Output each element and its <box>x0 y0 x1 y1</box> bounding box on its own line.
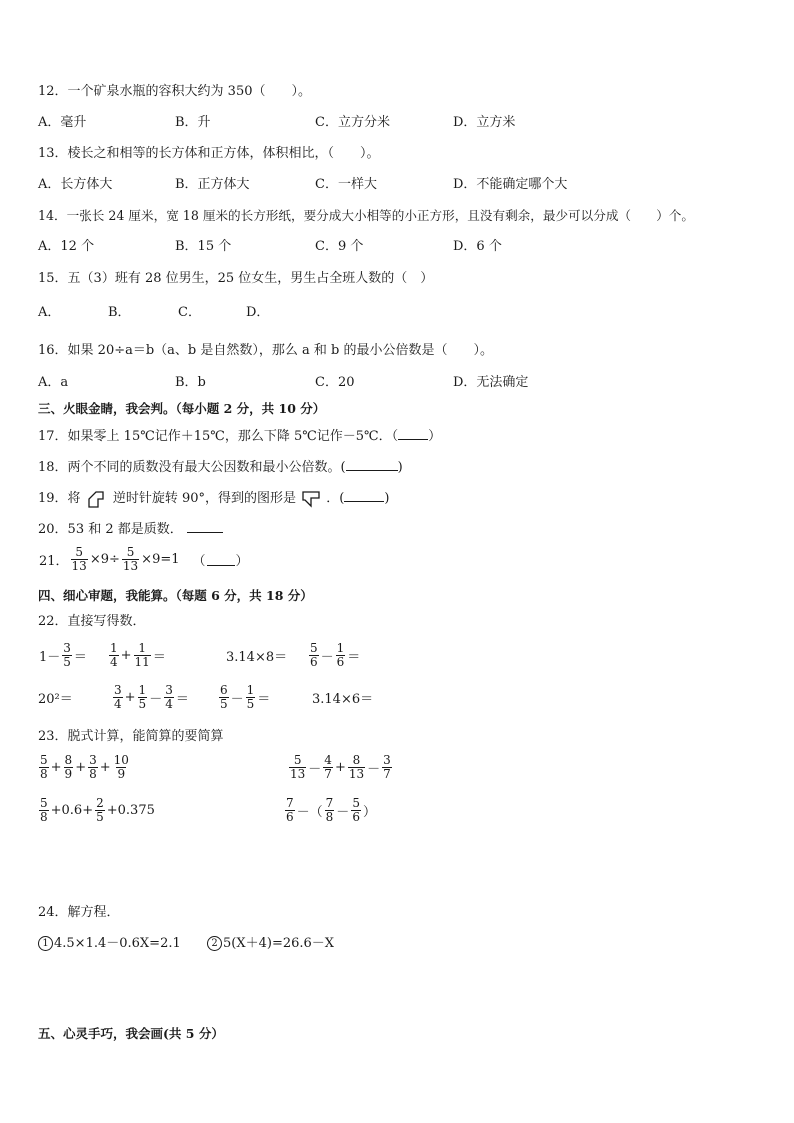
denominator: 13 <box>290 767 306 781</box>
q22-row2-d: 3.14×6＝ <box>312 692 374 707</box>
denominator: 6 <box>310 655 318 669</box>
question-21 <box>38 546 250 573</box>
q22-row2-a: 20²＝ <box>38 692 73 707</box>
denominator: 7 <box>383 767 391 781</box>
numerator: 5 <box>40 753 48 767</box>
section-5-heading: 五、心灵手巧，我会画(共 5 分） <box>38 1026 224 1041</box>
equals: ＝ <box>257 692 271 707</box>
fraction <box>64 754 74 781</box>
q21-label: 21． <box>39 554 69 569</box>
q12-option-b[interactable]: B．升 <box>175 115 211 130</box>
denominator: 13 <box>348 767 365 781</box>
fraction <box>88 754 98 781</box>
operator: － <box>336 805 350 820</box>
section-4-heading: 四、细心审题，我能算。（每题 6 分，共 18 分） <box>38 588 313 603</box>
equals: ＝ <box>347 650 361 665</box>
fraction <box>109 642 119 669</box>
question-23-title: 23．脱式计算，能简算的要简算 <box>38 729 224 744</box>
numerator: 8 <box>64 753 73 767</box>
q21-open-paren: （ <box>192 554 206 569</box>
equals: ＝ <box>152 650 166 665</box>
q21-close-paren: ） <box>235 554 249 569</box>
text: 1－ <box>39 650 61 665</box>
denominator: 7 <box>324 767 332 781</box>
q23-expression-1 <box>38 754 131 781</box>
q21-fraction-1 <box>71 546 88 573</box>
denominator: 5 <box>220 697 228 711</box>
q23-expression-2 <box>288 754 393 781</box>
numerator: 1 <box>138 641 146 655</box>
question-20 <box>38 520 223 538</box>
q13-option-c[interactable]: C．一样大 <box>315 177 377 192</box>
q15-option-b[interactable]: B． <box>108 305 131 320</box>
operator: +0.6+ <box>50 803 94 818</box>
operator: + <box>124 690 136 705</box>
fraction <box>134 642 151 669</box>
fraction <box>285 797 295 824</box>
numerator: 1 <box>138 683 147 697</box>
question-13-stem: 13．棱长之和相等的长方体和正方体，体积相比，（ ）。 <box>38 146 380 161</box>
q19-answer-blank[interactable] <box>344 489 384 502</box>
fraction <box>246 684 256 711</box>
fraction <box>39 754 49 781</box>
q14-option-a[interactable]: A．12 个 <box>38 239 95 254</box>
q21-fraction-2 <box>122 546 139 573</box>
denominator: 5 <box>96 810 104 824</box>
denominator: 8 <box>325 810 334 824</box>
q23-expression-3 <box>38 797 156 824</box>
question-16-stem: 16．如果 20÷a＝b（a、b 是自然数），那么 a 和 b 的最小公倍数是（ ）。 <box>38 343 493 358</box>
denominator: 9 <box>64 767 73 781</box>
q12-option-d[interactable]: D．立方米 <box>453 115 516 130</box>
q14-option-c[interactable]: C．9 个 <box>315 239 364 254</box>
q21-result: ×9=1 <box>141 552 180 567</box>
numerator: 3 <box>165 683 173 697</box>
fraction <box>62 642 72 669</box>
q16-option-c[interactable]: C．20 <box>315 375 355 390</box>
question-15-stem: 15．五（3）班有 28 位男生，25 位女生，男生占全班人数的（ ） <box>38 271 434 286</box>
fraction <box>113 754 130 781</box>
denominator: 6 <box>286 810 294 824</box>
q12-option-a[interactable]: A．毫升 <box>38 115 87 130</box>
numerator: 1 <box>246 683 255 697</box>
fraction <box>39 797 49 824</box>
denominator: 5 <box>63 655 71 669</box>
fraction <box>95 797 105 824</box>
q12-option-c[interactable]: C．立方分米 <box>315 115 390 130</box>
q14-option-b[interactable]: B．15 个 <box>175 239 232 254</box>
numerator: 3 <box>383 753 391 767</box>
fraction <box>323 754 333 781</box>
q24-equation-1-text: 4.5×1.4－0.6X=2.1 <box>54 936 181 951</box>
operator: + <box>334 760 346 775</box>
denominator: 8 <box>40 810 48 824</box>
denominator: 8 <box>89 767 97 781</box>
fraction <box>351 797 361 824</box>
denominator: 6 <box>352 810 360 824</box>
q24-equation-1 <box>38 936 181 952</box>
numerator: 5 <box>40 796 48 810</box>
numerator: 6 <box>220 683 228 697</box>
equals: ＝ <box>175 692 189 707</box>
question-12-stem: 12．一个矿泉水瓶的容积大约为 350（ ）。 <box>38 84 311 99</box>
operator: － <box>320 650 334 665</box>
q19-mid: 逆时针旋转 90°，得到的图形是 <box>112 491 297 506</box>
q18-answer-blank[interactable] <box>346 458 398 471</box>
fraction <box>325 797 335 824</box>
q21-answer-blank[interactable] <box>207 553 235 566</box>
fraction <box>113 684 123 711</box>
operator: － <box>367 762 381 777</box>
q24-equation-2-text: 5(X＋4)=26.6－X <box>223 936 335 951</box>
denominator: 4 <box>114 697 122 711</box>
operator: +0.375 <box>106 803 155 818</box>
numerator: 8 <box>352 753 361 767</box>
numerator: 7 <box>325 796 334 810</box>
numerator: 5 <box>75 545 83 559</box>
q22-row1-a <box>38 642 88 669</box>
denominator: 6 <box>336 655 345 669</box>
q16-option-d[interactable]: D．无法确定 <box>453 375 529 390</box>
q19-close: ) <box>384 491 390 506</box>
q17-text: 17．如果零上 15℃记作＋15℃，那么下降 5℃记作－5℃．（ <box>38 429 399 444</box>
q13-option-b[interactable]: B．正方体大 <box>175 177 250 192</box>
denominator: 5 <box>138 697 147 711</box>
question-22-title: 22．直接写得数． <box>38 614 146 629</box>
operator: + <box>120 648 132 663</box>
denominator: 13 <box>122 559 139 573</box>
equals: ＝ <box>73 650 87 665</box>
original-shape-icon <box>87 490 107 508</box>
numerator: 10 <box>113 753 129 767</box>
circled-number-icon: 2 <box>207 936 222 951</box>
denominator: 4 <box>165 697 173 711</box>
q24-equation-2 <box>207 936 334 952</box>
fraction <box>219 684 229 711</box>
numerator: 7 <box>286 796 294 810</box>
circled-number-icon: 1 <box>38 936 53 951</box>
fraction <box>164 684 174 711</box>
operator: －（ <box>296 805 323 820</box>
operator: + <box>50 760 62 775</box>
section-3-heading: 三、火眼金睛，我会判。（每小题 2 分，共 10 分） <box>38 401 326 416</box>
numerator: 3 <box>114 683 122 697</box>
numerator: 5 <box>310 641 318 655</box>
denominator: 5 <box>246 697 255 711</box>
q20-answer-blank[interactable] <box>187 520 223 533</box>
q15-option-a[interactable]: A． <box>38 305 61 320</box>
denominator: 11 <box>134 655 150 669</box>
q15-option-c[interactable]: C． <box>178 305 201 320</box>
q13-option-d[interactable]: D．不能确定哪个大 <box>453 177 568 192</box>
q19-post: ．( <box>326 491 345 506</box>
denominator: 4 <box>110 655 118 669</box>
q20-text: 20．53 和 2 都是质数． <box>38 522 183 537</box>
operator: + <box>75 760 87 775</box>
question-19 <box>38 489 389 508</box>
operator: － <box>149 692 163 707</box>
fraction <box>289 754 306 781</box>
fraction <box>309 642 319 669</box>
q15-option-d[interactable]: D． <box>246 305 270 320</box>
q22-row2-c <box>218 684 271 711</box>
question-17 <box>38 427 441 445</box>
question-18 <box>38 458 403 476</box>
numerator: 1 <box>336 641 345 655</box>
operator: + <box>99 760 111 775</box>
fraction <box>138 684 148 711</box>
numerator: 3 <box>89 753 97 767</box>
q17-close: ） <box>428 429 442 444</box>
question-14-stem: 14．一张长 24 厘米，宽 18 厘米的长方形纸，要分成大小相等的小正方形，且没有剩余，最少可以分成（ ）个。 <box>38 208 694 223</box>
question-24-title: 24．解方程． <box>38 905 120 920</box>
operator: － <box>230 692 244 707</box>
numerator: 5 <box>352 796 360 810</box>
q22-row1-d <box>308 642 361 669</box>
q23-expression-4 <box>284 797 377 824</box>
numerator: 4 <box>324 753 332 767</box>
fraction <box>348 754 365 781</box>
q16-option-b[interactable]: B．b <box>175 375 206 390</box>
q22-row1-b <box>108 642 167 669</box>
numerator: 5 <box>126 545 135 559</box>
fraction <box>336 642 346 669</box>
q18-close: ) <box>397 460 403 475</box>
fraction <box>382 754 392 781</box>
q16-option-a[interactable]: A．a <box>38 375 69 390</box>
q22-row2-b <box>112 684 190 711</box>
denominator: 8 <box>40 767 48 781</box>
numerator: 1 <box>110 641 118 655</box>
denominator: 13 <box>71 559 87 573</box>
numerator: 3 <box>63 641 71 655</box>
operator: － <box>308 762 322 777</box>
denominator: 9 <box>117 767 126 781</box>
q19-pre: 19．将 <box>38 491 81 506</box>
q18-text: 18．两个不同的质数没有最大公因数和最小公倍数。( <box>38 460 346 475</box>
rotated-shape-icon <box>302 490 320 508</box>
numerator: 2 <box>96 796 104 810</box>
q17-answer-blank[interactable] <box>398 427 428 440</box>
q13-option-a[interactable]: A．长方体大 <box>38 177 113 192</box>
close-paren: ） <box>362 805 376 820</box>
q14-option-d[interactable]: D．6 个 <box>453 239 502 254</box>
q22-row1-c: 3.14×8＝ <box>226 650 288 665</box>
numerator: 5 <box>293 753 302 767</box>
q21-operator: ×9÷ <box>89 552 120 567</box>
